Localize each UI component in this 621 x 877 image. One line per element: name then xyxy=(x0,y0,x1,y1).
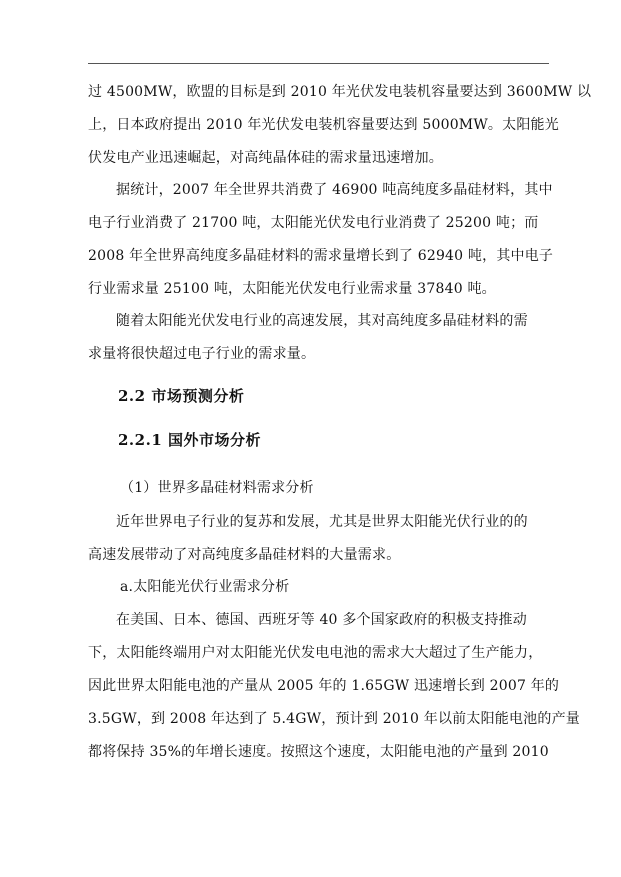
text-line: 下，太阳能终端用户对太阳能光伏发电电池的需求大大超过了生产能力， xyxy=(88,645,543,661)
text-line: 因此世界太阳能电池的产量从 2005 年的 1.65GW 迅速增长到 2007 年的 xyxy=(88,678,560,694)
text-line: 3.5GW，到 2008 年达到了 5.4GW，预计到 2010 年以前太阳能电池的产量 xyxy=(88,711,580,727)
header-rule xyxy=(88,63,549,64)
text-line: 高速发展带动了对高纯度多晶硅材料的大量需求。 xyxy=(88,547,401,563)
section-heading: 2.2 市场预测分析 xyxy=(118,387,245,405)
item-heading: a.太阳能光伏行业需求分析 xyxy=(120,579,290,595)
text-line: 伏发电产业迅速崛起，对高纯晶体硅的需求量迅速增加。 xyxy=(88,150,443,166)
text-line: 上，日本政府提出 2010 年光伏发电装机容量要达到 5000MW。太阳能光 xyxy=(88,117,559,133)
text-line: 随着太阳能光伏发电行业的高速发展，其对高纯度多晶硅材料的需 xyxy=(116,313,528,329)
text-line: 据统计，2007 年全世界共消费了 46900 吨高纯度多晶硅材料，其中 xyxy=(116,182,553,198)
text-line: 过 4500MW，欧盟的目标是到 2010 年光伏发电装机容量要达到 3600MW 以 xyxy=(88,84,592,100)
text-line: 近年世界电子行业的复苏和发展，尤其是世界太阳能光伏行业的的 xyxy=(116,514,528,530)
item-heading: （1）世界多晶硅材料需求分析 xyxy=(120,480,314,496)
text-line: 求量将很快超过电子行业的需求量。 xyxy=(88,346,316,362)
text-line: 在美国、日本、德国、西班牙等 40 多个国家政府的积极支持推动 xyxy=(116,612,527,628)
subsection-heading: 2.2.1 国外市场分析 xyxy=(118,431,261,449)
text-line: 电子行业消费了 21700 吨，太阳能光伏发电行业消费了 25200 吨；而 xyxy=(88,215,539,231)
text-line: 都将保持 35%的年增长速度。按照这个速度，太阳能电池的产量到 2010 xyxy=(88,744,549,760)
text-line: 行业需求量 25100 吨，太阳能光伏发电行业需求量 37840 吨。 xyxy=(88,281,496,297)
text-line: 2008 年全世界高纯度多晶硅材料的需求量增长到了 62940 吨，其中电子 xyxy=(88,248,554,264)
